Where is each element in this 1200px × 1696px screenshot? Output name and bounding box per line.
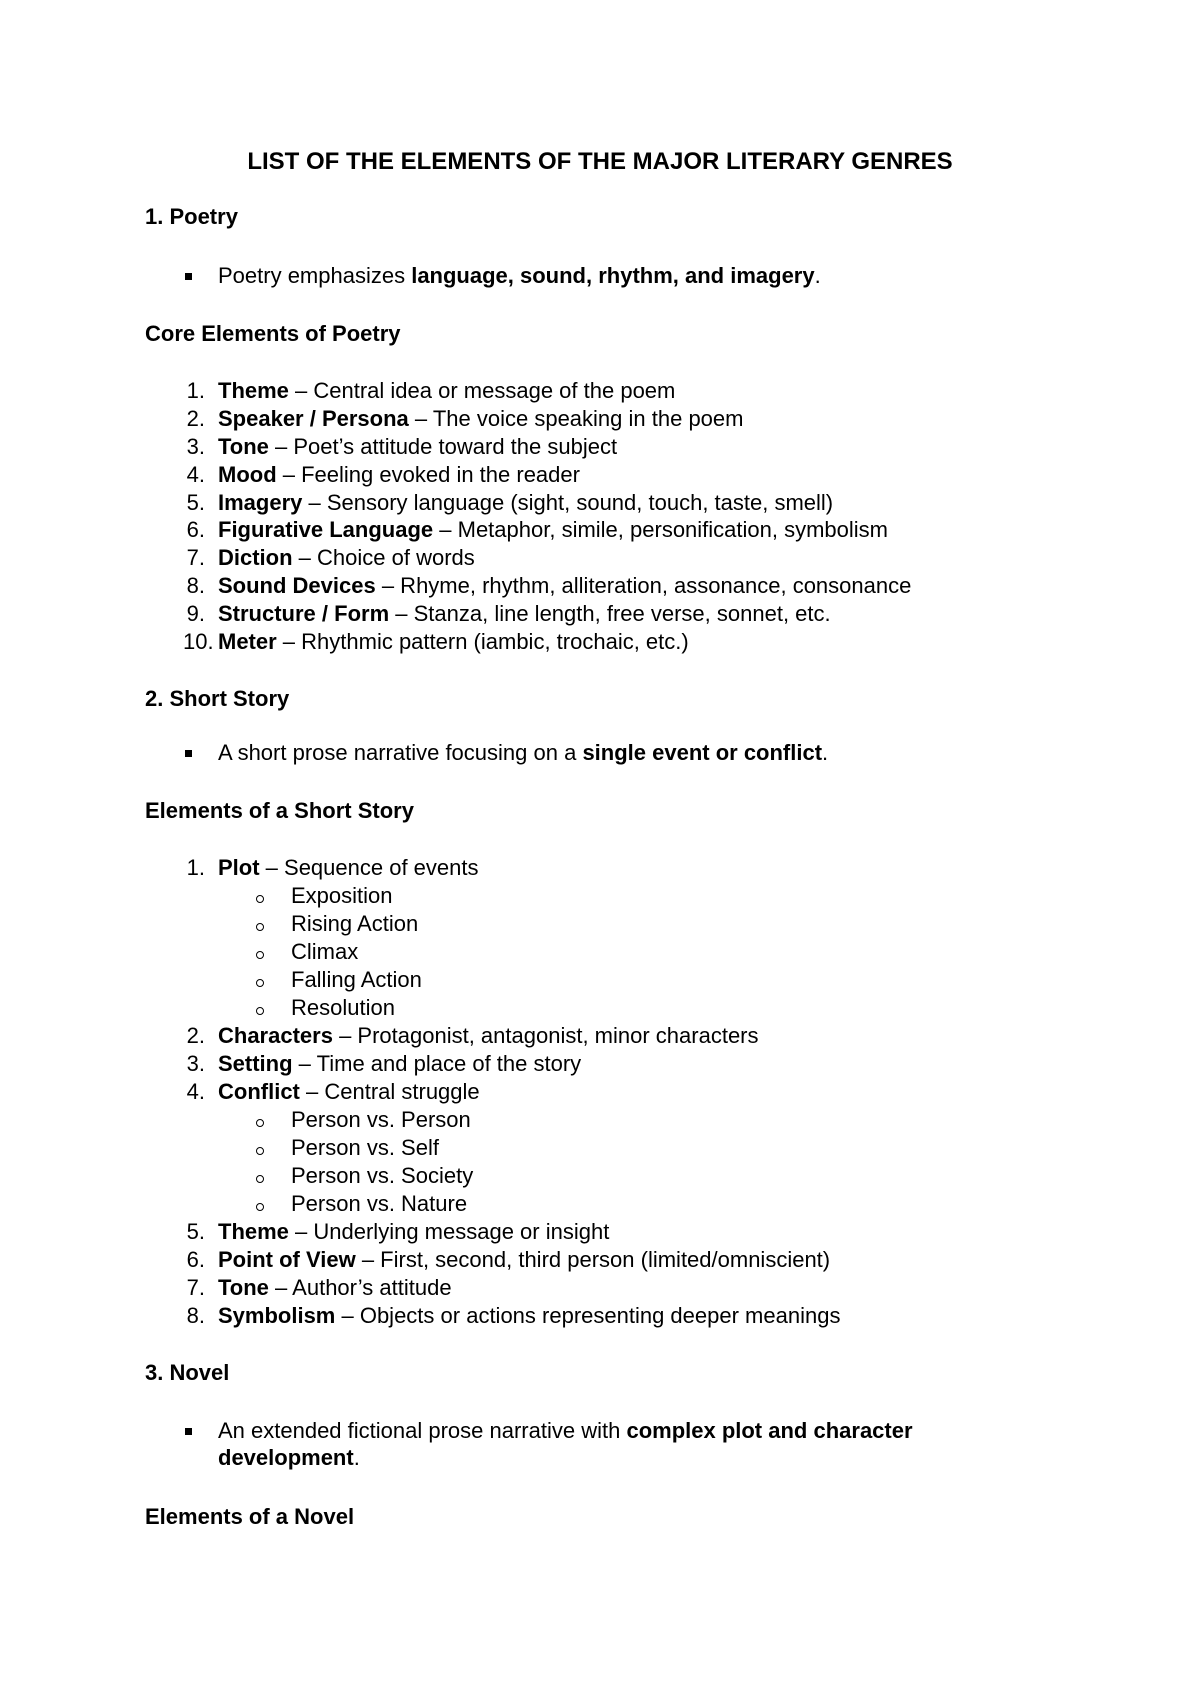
section-heading-short-story: 2. Short Story bbox=[145, 686, 290, 711]
short-story-summary-text: A short prose narrative focusing on a single event or conflict. bbox=[218, 740, 829, 765]
circle-bullet-icon bbox=[256, 923, 264, 931]
subheading-elements-novel: Elements of a Novel bbox=[145, 1504, 355, 1529]
page-title: LIST OF THE ELEMENTS OF THE MAJOR LITERARY GENRES bbox=[247, 148, 953, 175]
square-bullet-icon bbox=[185, 1428, 192, 1435]
section-heading-poetry: 1. Poetry bbox=[145, 204, 238, 229]
section-heading-novel: 3. Novel bbox=[145, 1360, 230, 1385]
circle-bullet-icon bbox=[256, 951, 264, 959]
circle-bullet-icon bbox=[256, 1203, 264, 1211]
circle-bullet-icon bbox=[256, 979, 264, 987]
circle-bullet-icon bbox=[256, 1147, 264, 1155]
circle-bullet-icon bbox=[256, 1007, 264, 1015]
poetry-summary-text: Poetry emphasizes language, sound, rhythm, and imagery. bbox=[218, 263, 821, 288]
subheading-elements-short-story: Elements of a Short Story bbox=[145, 798, 414, 823]
circle-bullet-icon bbox=[256, 1175, 264, 1183]
square-bullet-icon bbox=[185, 273, 192, 280]
novel-summary-text: An extended fictional prose narrative with complex plot and character bbox=[218, 1418, 913, 1443]
novel-summary-text-continued: development. bbox=[218, 1445, 360, 1470]
circle-bullet-icon bbox=[256, 1119, 264, 1127]
circle-bullet-icon bbox=[256, 895, 264, 903]
subheading-core-elements-poetry: Core Elements of Poetry bbox=[145, 321, 401, 346]
square-bullet-icon bbox=[185, 750, 192, 757]
